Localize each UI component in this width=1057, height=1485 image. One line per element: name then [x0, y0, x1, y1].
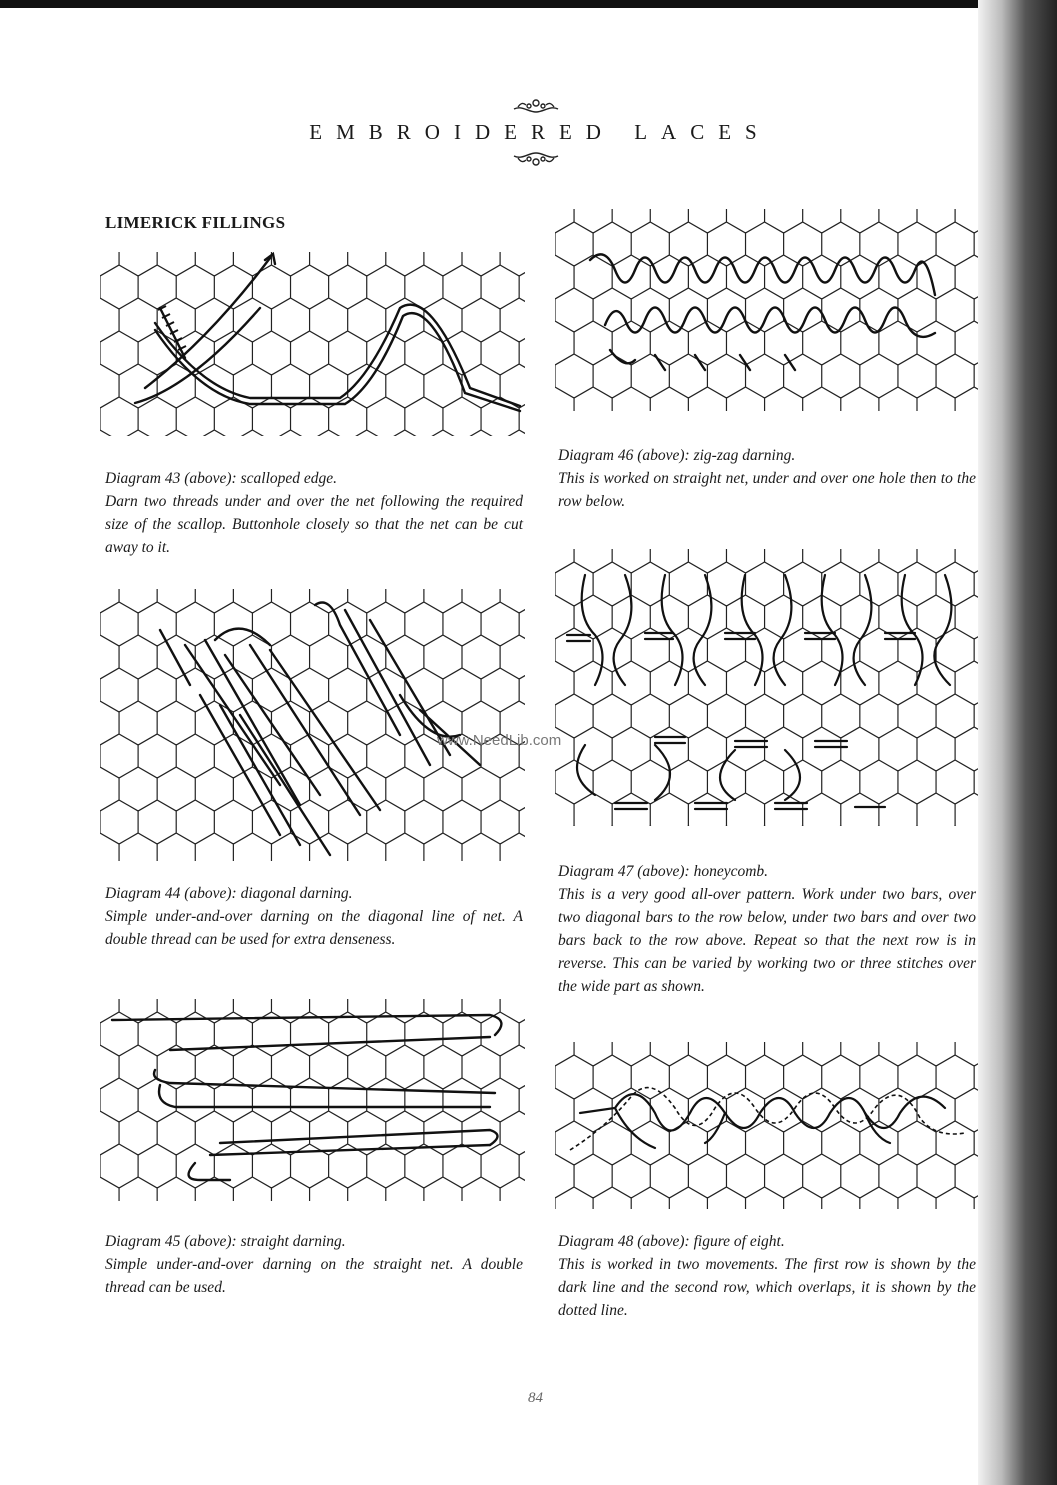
hexagonal-net [100, 585, 525, 865]
caption-diagram-47 [558, 860, 976, 998]
diagram-45-straight-darning [100, 995, 525, 1205]
caption-diagram-45 [105, 1230, 523, 1299]
fleuron-ornament-icon [508, 150, 564, 168]
caption-diagram-44 [105, 882, 523, 951]
caption-body: Darn two threads under and over the net following the required size of the scallop. Buttonhole closely so that the net can be cut away to it. [105, 493, 523, 556]
caption-body: This is worked on straight net, under and over one hole then to the row below. [558, 470, 976, 510]
caption-title: Diagram 47 (above): honeycomb. [558, 863, 769, 880]
caption-diagram-46 [558, 444, 976, 513]
caption-title: Diagram 43 (above): scalloped edge. [105, 470, 338, 487]
hexagonal-net [100, 995, 525, 1205]
diagram-43-scalloped-edge [100, 248, 525, 440]
page-number: 84 [528, 1390, 543, 1406]
caption-title: Diagram 48 (above): figure of eight. [558, 1233, 785, 1250]
hexagonal-net [555, 205, 978, 415]
diagram-48-figure-of-eight [555, 1038, 978, 1213]
caption-body: Simple under-and-over darning on the straight net. A double thread can be used. [105, 1256, 523, 1296]
caption-body: Simple under-and-over darning on the diagonal line of net. A double thread can be used for extra denseness. [105, 908, 523, 948]
section-heading: LIMERICK FILLINGS [105, 213, 286, 232]
book-spine-shadow [978, 0, 1057, 1485]
caption-diagram-43 [105, 467, 523, 559]
hexagonal-net [555, 545, 978, 830]
caption-title: Diagram 46 (above): zig-zag darning. [558, 447, 796, 464]
hexagonal-net [555, 1038, 978, 1213]
diagram-47-honeycomb [555, 545, 978, 830]
diagram-44-diagonal-darning [100, 585, 525, 865]
diagram-46-zigzag-darning [555, 205, 978, 415]
caption-title: Diagram 45 (above): straight darning. [105, 1233, 346, 1250]
fleuron-ornament-icon [508, 97, 564, 115]
page-header: EMBROIDERED LACES [309, 120, 771, 144]
caption-title: Diagram 44 (above): diagonal darning. [105, 885, 353, 902]
caption-body: This is a very good all-over pattern. Work under two bars, over two diagonal bars to the row below, under two bars and over two bars back to the row above. Repeat so that the next row is in reverse. This can be varied by working two or three stitches over the wide part as shown. [558, 886, 976, 995]
watermark-text: www.NeedLib.com [437, 732, 562, 749]
caption-body: This is worked in two movements. The first row is shown by the dark line and the second row, which overlaps, it is shown by the dotted line. [558, 1256, 976, 1319]
caption-diagram-48 [558, 1230, 976, 1322]
top-edge-shadow [0, 0, 1057, 8]
